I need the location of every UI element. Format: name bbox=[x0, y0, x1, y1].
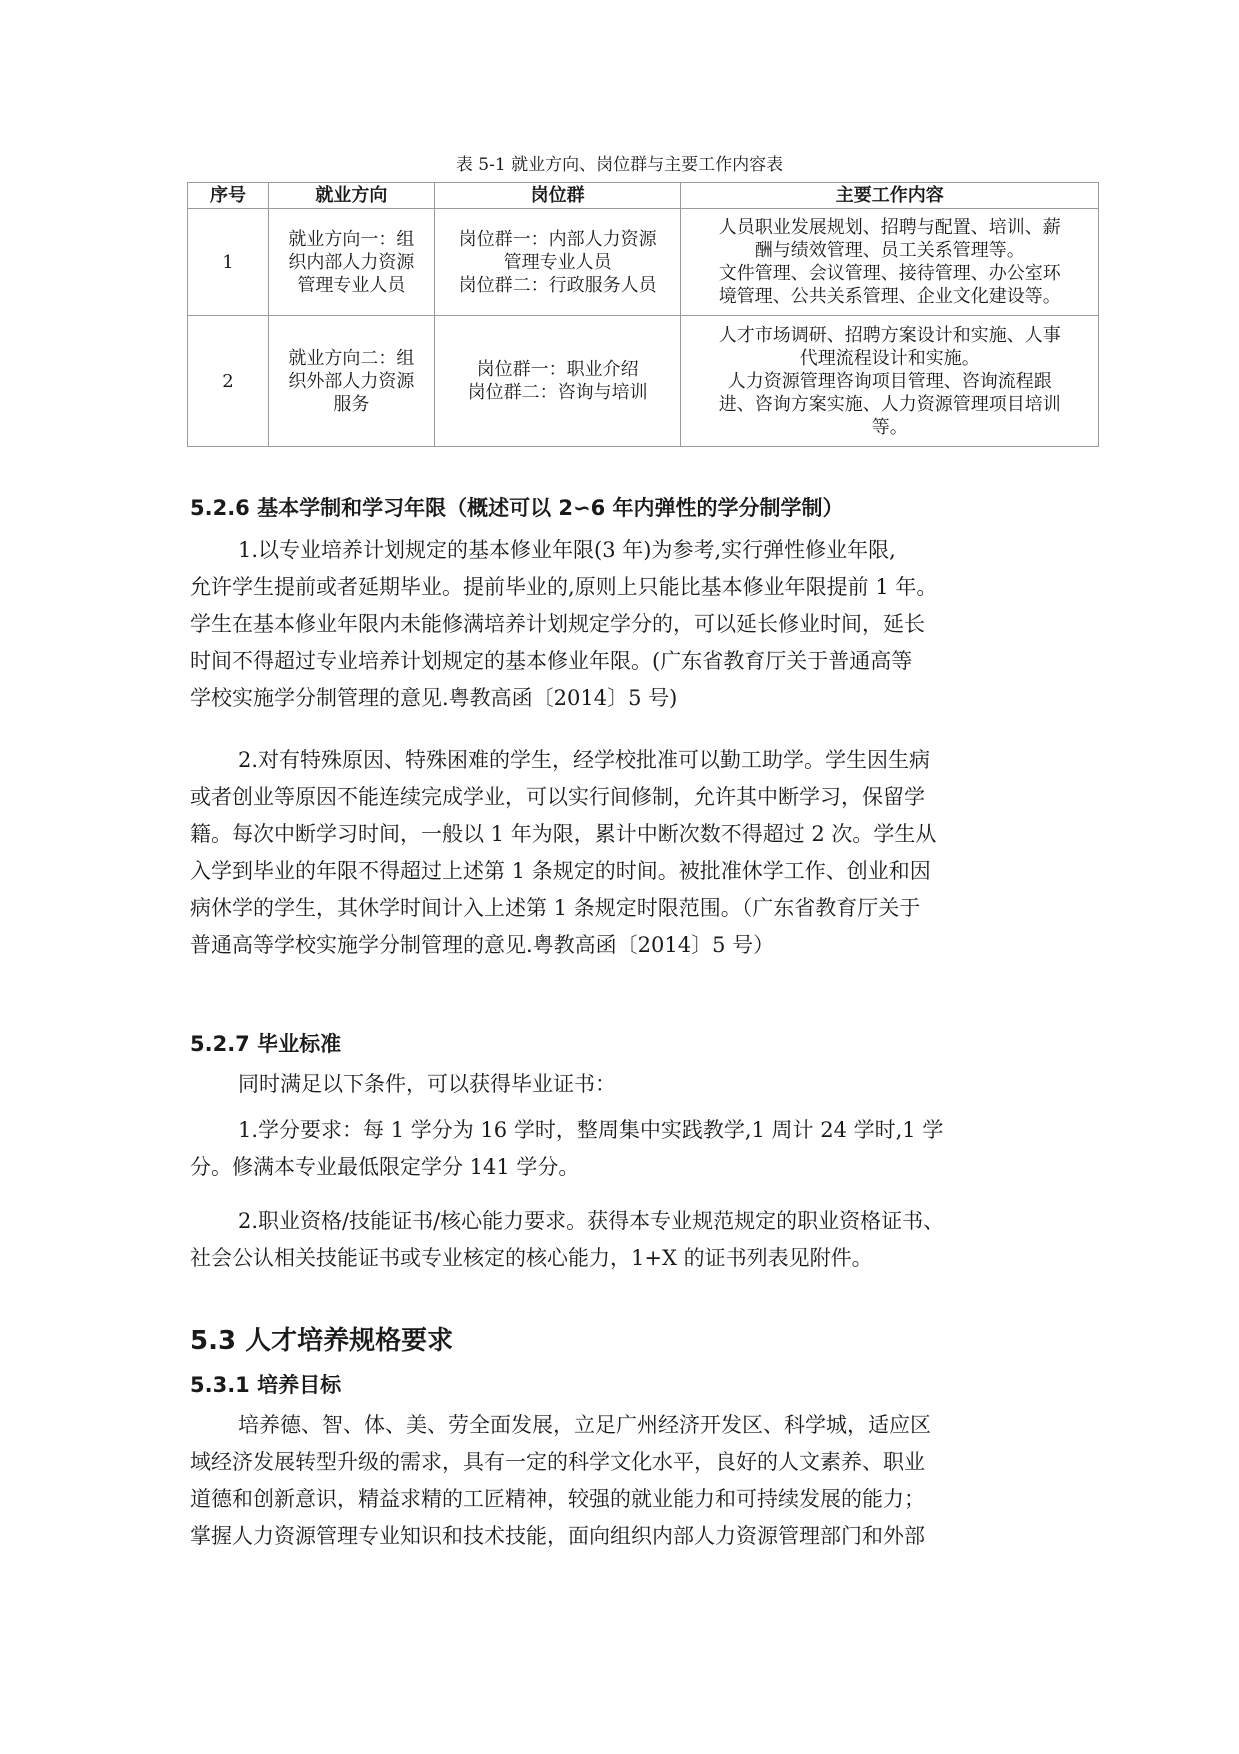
row-group bbox=[434, 316, 681, 447]
header-group: 岗位群 bbox=[434, 183, 681, 209]
text-line: 学校实施学分制管理的意见.粤教高函〔2014〕5 号) bbox=[190, 686, 678, 710]
cell-line: 人员职业发展规划、招聘与配置、培训、薪 bbox=[718, 217, 1061, 238]
text-line: 病休学的学生，其休学时间计入上述第 1 条规定时限范围。（广东省教育厅关于 bbox=[190, 896, 921, 920]
row-content bbox=[681, 209, 1099, 316]
text-line: 或者创业等原因不能连续完成学业，可以实行间修制，允许其中断学习，保留学 bbox=[190, 785, 925, 809]
cell-line: 人才市场调研、招聘方案设计和实施、人事 bbox=[718, 324, 1061, 346]
header-content: 主要工作内容 bbox=[681, 183, 1099, 209]
cell-line: 岗位群一：内部人力资源 bbox=[458, 228, 657, 250]
heading-5-2-6: 5.2.6 基本学制和学习年限（概述可以 2∽6 年内弹性的学分制学制） bbox=[190, 496, 844, 520]
paragraph bbox=[190, 1407, 1050, 1555]
paragraph bbox=[190, 1066, 1050, 1103]
table-header-row bbox=[188, 183, 1099, 209]
cell-line: 酬与绩效管理、员工关系管理等。 bbox=[754, 240, 1025, 261]
header-num: 序号 bbox=[188, 183, 269, 209]
text-line: 籍。每次中断学习时间，一般以 1 年为限，累计中断次数不得超过 2 次。学生从 bbox=[190, 822, 937, 846]
text-line: 域经济发展转型升级的需求，具有一定的科学文化水平，良好的人文素养、职业 bbox=[190, 1450, 925, 1474]
row-num: 2 bbox=[188, 316, 269, 447]
cell-line: 文件管理、会议管理、接待管理、办公室环 bbox=[718, 263, 1061, 284]
text-line: 1.以专业培养计划规定的基本修业年限(3 年)为参考,实行弹性修业年限, bbox=[238, 538, 896, 562]
cell-line: 就业方向二：组 bbox=[288, 347, 415, 369]
text-line: 入学到毕业的年限不得超过上述第 1 条规定的时间。被批准休学工作、创业和因 bbox=[190, 859, 931, 883]
cell-line: 岗位群二：行政服务人员 bbox=[458, 274, 657, 296]
row-direction bbox=[268, 209, 434, 316]
text-line: 分。修满本专业最低限定学分 141 学分。 bbox=[190, 1155, 580, 1179]
row-direction bbox=[268, 316, 434, 447]
heading-5-3-1: 5.3.1 培养目标 bbox=[190, 1373, 342, 1397]
row-num: 1 bbox=[188, 209, 269, 316]
cell-line: 境管理、公共关系管理、企业文化建设等。 bbox=[718, 286, 1061, 307]
cell-line: 岗位群二：咨询与培训 bbox=[467, 382, 648, 403]
cell-line: 进、咨询方案实施、人力资源管理项目培训 bbox=[718, 393, 1061, 415]
cell-line: 等。 bbox=[871, 416, 908, 438]
cell-line: 就业方向一：组 bbox=[288, 228, 415, 250]
table-row bbox=[188, 209, 1099, 316]
paragraph bbox=[190, 1203, 1050, 1277]
text-line: 2.对有特殊原因、特殊困难的学生，经学校批准可以勤工助学。学生因生病 bbox=[238, 748, 931, 772]
heading-5-3: 5.3 人才培养规格要求 bbox=[190, 1326, 454, 1356]
cell-line: 代理流程设计和实施。 bbox=[799, 347, 980, 369]
table-caption: 表 5-1 就业方向、岗位群与主要工作内容表 bbox=[455, 155, 784, 175]
employment-table bbox=[187, 182, 1099, 447]
cell-line: 岗位群一：职业介绍 bbox=[476, 359, 639, 380]
text-line: 培养德、智、体、美、劳全面发展，立足广州经济开发区、科学城，适应区 bbox=[238, 1413, 931, 1437]
paragraph bbox=[190, 532, 1050, 717]
cell-line: 织外部人力资源 bbox=[288, 370, 415, 392]
cell-line: 管理专业人员 bbox=[297, 274, 406, 296]
paragraph bbox=[190, 742, 1050, 964]
text-line: 掌握人力资源管理专业知识和技术技能，面向组织内部人力资源管理部门和外部 bbox=[190, 1524, 925, 1548]
text-line: 允许学生提前或者延期毕业。提前毕业的,原则上只能比基本修业年限提前 1 年。 bbox=[190, 575, 938, 599]
heading-5-2-7: 5.2.7 毕业标准 bbox=[190, 1032, 342, 1056]
table-row bbox=[188, 316, 1099, 447]
cell-line: 管理专业人员 bbox=[503, 251, 612, 273]
cell-line: 人力资源管理咨询项目管理、咨询流程跟 bbox=[727, 370, 1052, 392]
row-group bbox=[434, 209, 681, 316]
cell-line: 织内部人力资源 bbox=[288, 251, 415, 273]
cell-line: 服务 bbox=[333, 393, 370, 415]
text-line: 学生在基本修业年限内未能修满培养计划规定学分的，可以延长修业时间，延长 bbox=[190, 612, 925, 636]
text-line: 道德和创新意识，精益求精的工匠精神，较强的就业能力和可持续发展的能力； bbox=[190, 1487, 925, 1511]
text-line: 社会公认相关技能证书或专业核定的核心能力，1+X 的证书列表见附件。 bbox=[190, 1246, 873, 1270]
row-content bbox=[681, 316, 1099, 447]
text-line: 2.职业资格/技能证书/核心能力要求。获得本专业规范规定的职业资格证书、 bbox=[238, 1209, 945, 1233]
text-line: 1.学分要求：每 1 学分为 16 学时，整周集中实践教学,1 周计 24 学时,1 学 bbox=[238, 1118, 944, 1142]
text-line: 时间不得超过专业培养计划规定的基本修业年限。(广东省教育厅关于普通高等 bbox=[190, 649, 913, 673]
text-line: 普通高等学校实施学分制管理的意见.粤教高函〔2014〕5 号） bbox=[190, 933, 775, 957]
text-line: 同时满足以下条件，可以获得毕业证书： bbox=[238, 1072, 616, 1096]
paragraph bbox=[190, 1112, 1050, 1186]
header-direction: 就业方向 bbox=[268, 183, 434, 209]
